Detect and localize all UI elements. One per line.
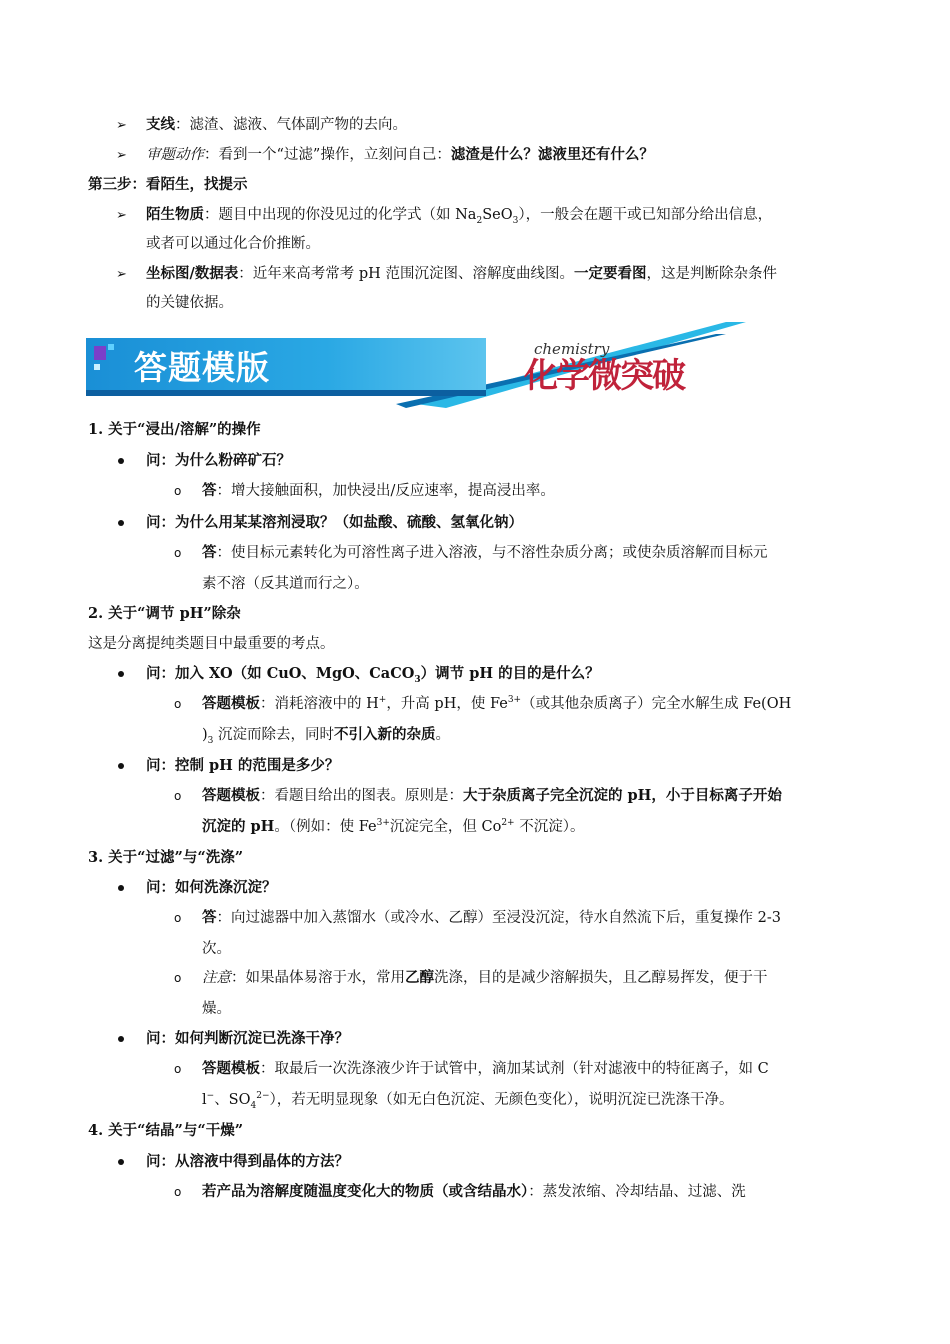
section-heading: 4. 关于“结晶”与“干燥” <box>88 1122 244 1139</box>
step-heading: 第三步：看陌生，找提示 <box>88 176 248 193</box>
square-icon <box>108 344 114 350</box>
bullet-icon <box>118 1159 124 1165</box>
circle-bullet-icon: o <box>174 911 182 925</box>
circle-bullet-icon: o <box>174 789 182 803</box>
question: 问：为什么用某某溶剂浸取？（如盐酸、硫酸、氢氧化钠） <box>146 514 523 531</box>
note: 注意：如果晶体易溶于水，常用乙醇洗涤，目的是减少溶解损失，且乙醇易挥发，便于干 <box>202 969 768 986</box>
bullet-icon <box>118 763 124 769</box>
arrow-bullet-icon: ➢ <box>116 118 127 133</box>
circle-bullet-icon: o <box>174 971 182 985</box>
banner-title: 答题模版 <box>134 348 270 387</box>
question: 问：从溶液中得到晶体的方法？ <box>146 1153 349 1170</box>
section-heading: 1. 关于“浸出/溶解”的操作 <box>88 421 261 438</box>
square-icon <box>94 346 106 360</box>
bullet-icon <box>118 671 124 677</box>
note-continuation: 燥。 <box>202 1001 231 1017</box>
question: 问：控制 pH 的范围是多少？ <box>146 757 340 774</box>
logo-subtext: chemistry <box>534 340 610 358</box>
list-item: 审题动作：看到一个“过滤”操作，立刻问自己：滤渣是什么？滤液里还有什么？ <box>146 146 654 163</box>
item-label: 支线 <box>146 116 175 133</box>
answer: 答：向过滤器中加入蒸馏水（或冷水、乙醇）至浸没沉淀，待水自然流下后，重复操作 2-3 <box>202 909 781 926</box>
section-banner <box>86 320 746 408</box>
section-intro: 这是分离提纯类题目中最重要的考点。 <box>88 636 335 652</box>
answer: 答：增大接触面积，加快浸出/反应速率，提高浸出率。 <box>202 482 555 499</box>
logo: 化学微突破 <box>524 356 684 396</box>
answer-continuation: )$_3$ 沉淀而除去，同时不引入新的杂质。 <box>202 726 451 746</box>
answer-continuation: 沉淀的 pH。（例如：使 $Fe^{3+}$沉淀完全，但 $Co^{2+}$ 不沉淀）。 <box>202 818 585 835</box>
list-item-continuation: 的关键依据。 <box>146 295 233 311</box>
list-item-continuation: 或者可以通过化合价推断。 <box>146 236 320 252</box>
question: 问：为什么粉碎矿石？ <box>146 452 291 469</box>
section-heading: 2. 关于“调节 pH”除杂 <box>88 605 241 622</box>
item-label: 审题动作 <box>146 147 204 163</box>
question: 问：如何洗涤沉淀？ <box>146 879 277 896</box>
answer: 答题模板：取最后一次洗涤液少许于试管中，滴加某试剂（针对滤液中的特征离子，如 C <box>202 1060 769 1077</box>
arrow-bullet-icon: ➢ <box>116 208 127 223</box>
question: 问：如何判断沉淀已洗涤干净？ <box>146 1030 349 1047</box>
list-item: 陌生物质：题目中出现的你没见过的化学式（如 $Na_2SeO_3$），一般会在题干或已知部分给出信息， <box>146 206 773 226</box>
answer-continuation: 素不溶（反其道而行之）。 <box>202 576 369 592</box>
bullet-icon <box>118 1036 124 1042</box>
circle-bullet-icon: o <box>174 697 182 711</box>
answer-continuation: 次。 <box>202 941 231 957</box>
list-item: 支线：滤渣、滤液、气体副产物的去向。 <box>146 116 407 133</box>
answer: 答题模板：消耗溶液中的 H+，升高 pH，使 $Fe^{3+}$（或其他杂质离子）完全水解生成 Fe(OH <box>202 695 792 712</box>
section-heading: 3. 关于“过滤”与“洗涤” <box>88 849 244 866</box>
answer-continuation: l−、$SO_4^{2-}$），若无明显现象（如无白色沉淀、无颜色变化），说明沉淀已洗涤干净。 <box>202 1091 734 1111</box>
bullet-icon <box>118 885 124 891</box>
arrow-bullet-icon: ➢ <box>116 148 127 163</box>
question: 问：加入 XO（如 CuO、MgO、CaCO$_3$）调节 pH 的目的是什么？ <box>146 665 600 685</box>
answer: 答题模板：看题目给出的图表。原则是：大于杂质离子完全沉淀的 pH，小于目标离子开始 <box>202 787 782 804</box>
list-item: 坐标图/数据表：近年来高考常考 pH 范围沉淀图、溶解度曲线图。一定要看图，这是判断除杂条件 <box>146 265 777 282</box>
circle-bullet-icon: o <box>174 1062 182 1076</box>
circle-bullet-icon: o <box>174 546 182 560</box>
circle-bullet-icon: o <box>174 1185 182 1199</box>
arrow-bullet-icon: ➢ <box>116 267 127 282</box>
bullet-icon <box>118 520 124 526</box>
circle-bullet-icon: o <box>174 484 182 498</box>
bullet-icon <box>118 458 124 464</box>
answer: 若产品为溶解度随温度变化大的物质（或含结晶水）：蒸发浓缩、冷却结晶、过滤、洗 <box>202 1183 746 1200</box>
answer: 答：使目标元素转化为可溶性离子进入溶液，与不溶性杂质分离；或使杂质溶解而目标元 <box>202 544 768 561</box>
square-icon <box>94 364 100 370</box>
